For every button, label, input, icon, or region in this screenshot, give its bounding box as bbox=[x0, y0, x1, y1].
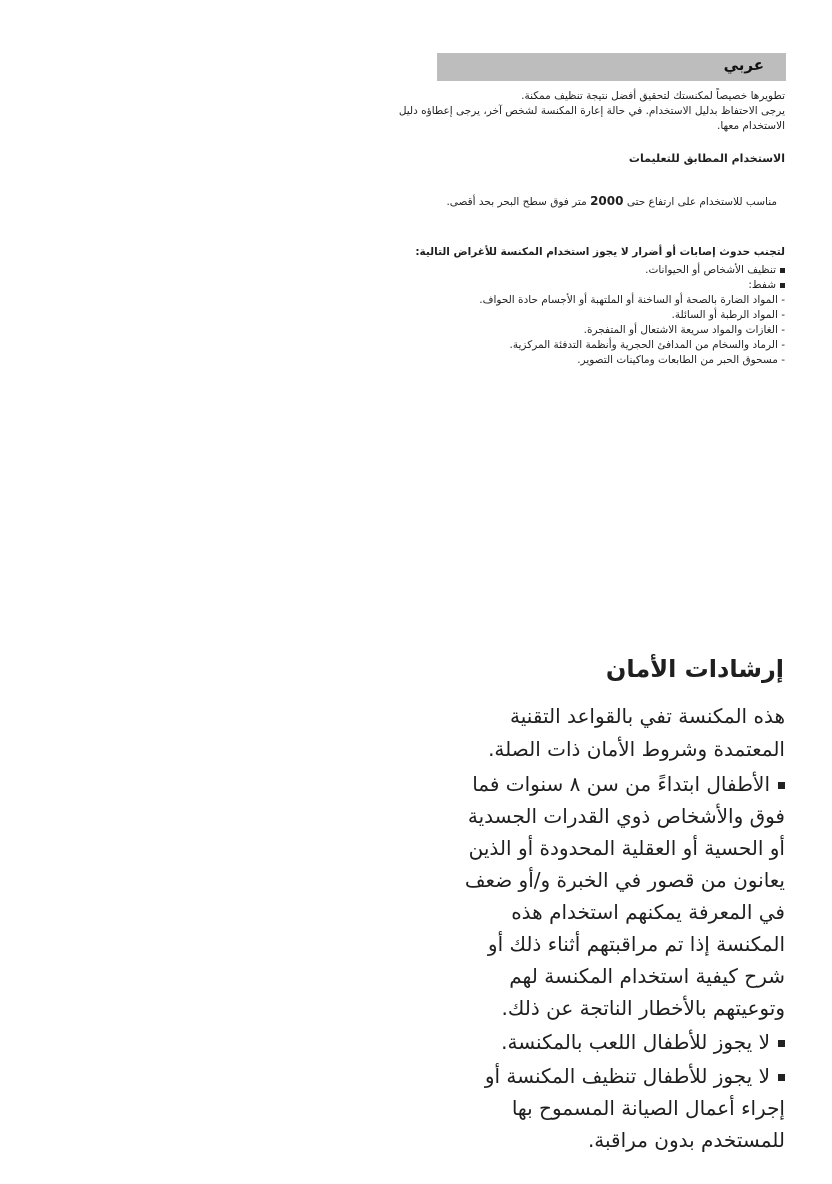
altitude-text-after: متر فوق سطح البحر بحد أقصى. bbox=[446, 196, 587, 208]
prohibited-list bbox=[365, 263, 785, 368]
bullet-square-icon bbox=[778, 782, 785, 789]
altitude-text-before: مناسب للاستخدام على ارتفاع حتى bbox=[626, 196, 777, 208]
safety-list bbox=[455, 768, 785, 1158]
bullet-square-icon bbox=[780, 283, 785, 288]
list-item: - المواد الضارة بالصحة أو الساخنة أو الملتهبة أو الأجسام حادة الحواف. bbox=[479, 294, 785, 306]
list-item: تنظيف الأشخاص أو الحيوانات. bbox=[365, 263, 785, 278]
list-item: - المواد الرطبة أو السائلة. bbox=[671, 309, 785, 321]
safety-title: إرشادات الأمان bbox=[605, 655, 784, 683]
bullet-square-icon bbox=[778, 1074, 785, 1081]
intro-line-2: يرجى الاحتفاظ بدليل الاستخدام. في حالة إعارة المكنسة لشخص آخر، يرجى إعطاؤه دليل الاستخدام معها. bbox=[398, 105, 785, 132]
language-title: عربي bbox=[723, 56, 764, 74]
list-item: لا يجوز للأطفال تنظيف المكنسة أو إجراء أعمال الصيانة المسموح بها للمستخدم بدون مراقبة. bbox=[484, 1064, 785, 1152]
intro-text bbox=[370, 89, 785, 134]
intro-line-1: تطويرها خصيصاً لمكنستك لتحقيق أفضل نتيجة تنظيف ممكنة. bbox=[521, 90, 785, 102]
bullet-square-icon bbox=[780, 268, 785, 273]
intended-use-heading: الاستخدام المطابق للتعليمات bbox=[628, 152, 785, 165]
language-header-bar bbox=[437, 53, 786, 81]
prohibited-heading: لتجنب حدوث إصابات أو أضرار لا يجوز استخدام المكنسة للأغراض التالية: bbox=[415, 246, 785, 258]
list-item: - مسحوق الحبر من الطابعات وماكينات التصوير. bbox=[577, 354, 785, 366]
list-item: - الغازات والمواد سريعة الاشتعال أو المتفجرة. bbox=[583, 324, 785, 336]
list-item: لا يجوز للأطفال اللعب بالمكنسة. bbox=[455, 1026, 785, 1058]
list-item: - الرماد والسخام من المدافئ الحجرية وأنظمة التدفئة المركزية. bbox=[509, 339, 785, 351]
safety-intro: هذه المكنسة تفي بالقواعد التقنية المعتمدة وشروط الأمان ذات الصلة. bbox=[488, 704, 785, 761]
list-item: الأطفال ابتداءً من سن ٨ سنوات فما فوق والأشخاص ذوي القدرات الجسدية أو الحسية أو العقلية المحدودة أو الذين يعانون من قصور في الخبرة و/أو ضعف في المعرفة يمكنهم استخدام هذه المكنسة إذا تم مراقبتهم أثناء ذلك أو شرح كيفية استخدام المكنسة لهم وتوعيتهم بالأخطار الناتجة عن ذلك. bbox=[464, 772, 785, 1020]
bullet-square-icon bbox=[778, 1040, 785, 1047]
altitude-value: 2000 bbox=[590, 194, 624, 208]
list-item: شفط: bbox=[365, 278, 785, 293]
altitude-note bbox=[446, 194, 777, 208]
